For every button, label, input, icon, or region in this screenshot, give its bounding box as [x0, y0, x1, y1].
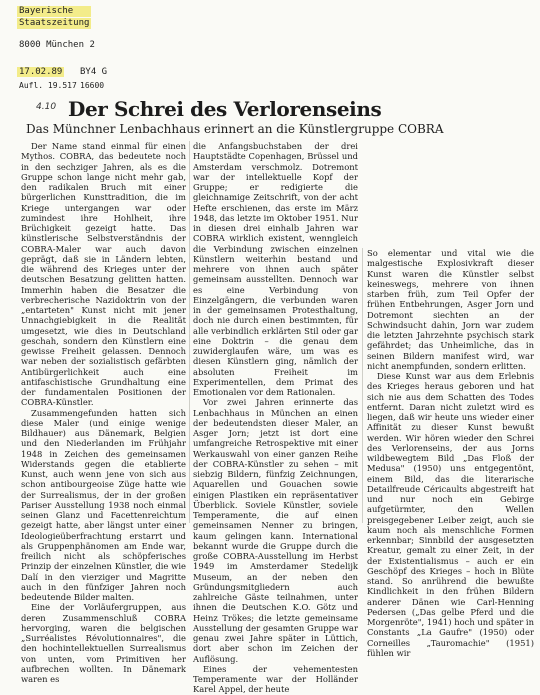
paragraph: Diese Kunst war aus dem Erlebnis des Krieges heraus geboren und hat sich nie aus dem Schatten des Todes entfernt. Daran nicht zuletzt wird es liegen, daß wir heute uns wieder einer Affinität zu dieser Kunst bewußt werden. Wir hören wieder den Schrei des Verlorenseins, der aus Jorns wildbewegtem Bild „Das Floß der Medusa" (1950) uns entgegentönt, einem Bild, das die literarische Detailfreude Céricaults abgestreift hat und nur noch ein Gebirge aufgetürmter, den Wellen preisgegebener Leiber zeigt, auch sie kaum noch als menschliche Formen erkennbar; Sinnbild der ausgesetzten Kreatur, gemalt zu einer Zeit, in der der Existentialismus – auch er ein Geschöpf des Krieges – hoch in Blüte stand. So anrührend die bewußte Kindlichkeit in den frühen Bildern anderer Dänen wie Carl-Henning Pedersen („Das gelbe Pferd und die Morgenröte", 1941) hoch und später in Constants „La Gaufre" (1950) oder Corneilles „Tauromachie" (1951) fühlen wir [367, 371, 534, 658]
page-mark: 4.10 [36, 102, 57, 112]
article-subheadline: Das Münchner Lenbachhaus erinnert an die Künstlergruppe COBRA [26, 122, 444, 136]
paragraph: So elementar und vital wie die malgestische Explosivkraft dieser Kunst waren die Künstler selbst keineswegs, mehrere von ihnen starben früh, zum Teil Opfer der frühen Entbehrungen, Asger Jorn und Dotremont siechten an der Schwindsucht dahin, Jorn war zudem die letzten Jahrzehnte psychisch stark gefährdet; das Unheimliche, das in seinen Bildern manifest wird, war nicht anempfunden, sondern erlitten. [367, 248, 534, 371]
column-divider [189, 141, 190, 523]
date-value: 17.02.89 [19, 67, 63, 77]
issue-stamp: BY4 G [80, 67, 108, 77]
paragraph: Zusammengefunden hatten sich diese Maler (und einige wenige Bildhauer) aus Dänemark, Belgien und den Niederlanden im Frühjahr 1948 in Zeichen des gemeinsamen Widerstands gegen die etablierte Kunst, auch wenn jene von sich aus schon antibourgeoise Züge hatte wie der Surrealismus, der in der großen Pariser Ausstellung 1938 noch einmal seinen Glanz und Facettenreichtum gezeigt hatte, aber längst unter einer Ideologieüberfrachtung erstarrt und als Gruppenphänomen am Ende war, freilich nicht als schöpferisches Prinzip der einzelnen Künstler, die wie Dalí in den vierziger und Magritte auch in den fünfziger Jahren noch bedeutende Bilder malten. [21, 407, 186, 602]
column-divider [362, 248, 363, 523]
article-column-1 [21, 141, 186, 684]
paragraph: Eine der Vorläufergruppen, aus deren Zusammenschluß COBRA hervorging, waren die belgischen „Surréalistes Révolutionnaires", die den hochintellektuellen Surrealismus von unten, vom Primitiven her aufbrechen wollten. In Dänemark waren es [21, 602, 186, 684]
circulation-stamp: Aufl. 19.517 [19, 81, 77, 90]
paragraph: die Anfangsbuchstaben der drei Hauptstädte Copenhagen, Brüssel und Amsterdam verschmolz. Dotremont war der intellektuelle Kopf der Gruppe; er redigierte die gleichnamige Zeitschrift, von der acht Hefte erschienen, das erste im März 1948, das letzte im Oktober 1951. Nur in diesen drei einhalb Jahren war COBRA wirklich existent, wenngleich die Verbindung zwischen einzelnen Künstlern weiterhin bestand und mehrere von ihnen auch später gemeinsam ausstellten. Dennoch war es eine Verbindung von Einzelgängern, die verbunden waren in der gemeinsamen Protesthaltung, doch nie durch einen bestimmten, für alle verbindlich erklärten Stil oder gar eine Doktrin – die genau dem zuwiderglaufen wäre, um was es diesen Künstlern ging, nämlich der absoluten Freiheit im Experimentellen, dem Primat des Emotionalen vor dem Rationalen. [193, 141, 358, 397]
source-stamp [17, 6, 91, 29]
article-headline: Der Schrei des Verlorenseins [68, 97, 382, 121]
article-column-2 [193, 141, 358, 695]
address-stamp: 8000 München 2 [19, 40, 95, 50]
article-column-3 [367, 248, 534, 658]
source-line-2: Staatszeitung [19, 18, 90, 28]
date-stamp [17, 67, 64, 78]
edition-stamp: 16600 [80, 81, 105, 90]
paragraph: Der Name stand einmal für einen Mythos. COBRA, das bedeutete noch in den sechziger Jahren, als es die Gruppe schon lange nicht mehr gab, den radikalen Bruch mit einer bürgerlichen Kunsttradition, die im Kriege untergangen war oder zumindest ihre Hohlheit, ihre Brüchigkeit gezeigt hatte. Das künstlerische Selbstverständnis der COBRA-Maler war auch davon geprägt, daß sie in Ländern lebten, die während des Krieges unter der deutschen Besatzung gelitten hatten. Immerhin haben die Besatzer die verbrecherische Nazidoktrin von der „entarteten" Kunst nicht mit jener Unnachgiebigkeit in die Realität umgesetzt, wie dies in Deutschland geschah, sondern den Künstlern eine gewisse Freiheit gelassen. Dennoch war neben der sozialistisch gefärbten Antibürgerlichkeit auch eine antifaschistische Grundhaltung eine der fundamentalen Positionen der COBRA-Künstler. [21, 141, 186, 408]
paragraph: Vor zwei Jahren erinnerte das Lenbachhaus in München an einen der bedeutendsten dieser Maler, an Asger Jorn; jetzt ist dort eine umfangreiche Retrospektive mit einer Werkauswahl von einer ganzen Reihe der COBRA-Künstler zu sehen – mit siebzig Bildern, fünfzig Zeichnungen, Aquarellen und Gouachen sowie einigen Plastiken ein repräsentativer Überblick. Soviele Künstler, soviele Temperamente, die auf einen gemeinsamen Nenner zu bringen, kaum gelingen kann. International bekannt wurde die Gruppe durch die große COBRA-Ausstellung im Herbst 1949 im Amsterdamer Stedelijk Museum, an der neben den Gründungsmitgliedern auch zahlreiche Gäste teilnahmen, unter ihnen die Deutschen K.O. Götz und Heinz Trökes; die letzte gemeinsame Ausstellung der gesamten Gruppe war genau zwei Jahre später in Lüttich, dort aber schon im Zeichen der Auflösung. [193, 397, 358, 664]
source-line-1: Bayerische [17, 6, 91, 17]
paragraph: Eines der vehementesten Temperamente war der Holländer Karel Appel, der heute [193, 663, 358, 695]
